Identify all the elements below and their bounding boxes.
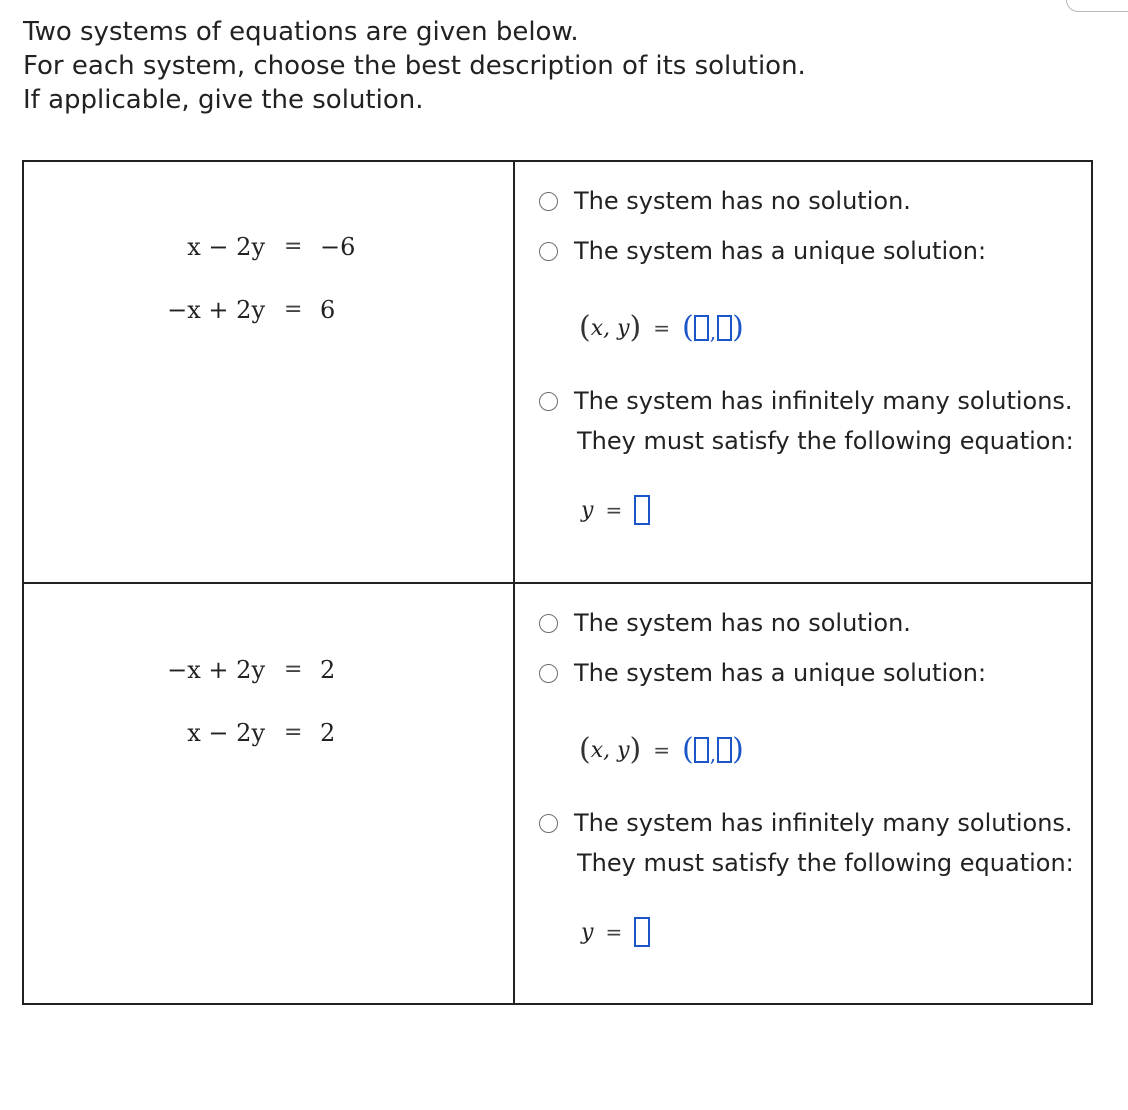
- system-2-option-unique[interactable]: [539, 658, 986, 688]
- equation-rhs: 2: [320, 656, 336, 684]
- radio-button[interactable]: [539, 814, 558, 833]
- option-label: The system has a unique solution:: [574, 237, 987, 265]
- close-paren: ): [629, 732, 642, 767]
- y-label: y: [581, 919, 594, 945]
- equation-equals: =: [284, 297, 303, 322]
- system-1-option-unique[interactable]: [539, 236, 986, 266]
- x-answer-box[interactable]: [694, 315, 709, 341]
- corner-widget: [1066, 0, 1128, 12]
- system-2-infinite-answer: [581, 912, 650, 952]
- y-answer-box[interactable]: [717, 737, 732, 763]
- system-2-equation-1: [24, 650, 513, 690]
- comma: ,: [709, 320, 717, 344]
- x-answer-box[interactable]: [694, 737, 709, 763]
- pair-equals: =: [653, 738, 671, 762]
- y-equation-answer-box[interactable]: [634, 495, 650, 525]
- system-1-unique-answer: [579, 308, 744, 348]
- option-label: The system has infinitely many solutions.: [574, 809, 1073, 837]
- y-equals: =: [605, 498, 623, 522]
- system-2-options: [515, 584, 1095, 1004]
- equation-rhs: 2: [320, 719, 336, 747]
- system-2-unique-answer: [579, 730, 744, 770]
- radio-button[interactable]: [539, 614, 558, 633]
- radio-button[interactable]: [539, 192, 558, 211]
- equation-lhs: −x + 2y: [167, 656, 265, 684]
- instruction-line-1: Two systems of equations are given below.: [23, 17, 579, 47]
- system-2-option-infinite[interactable]: [539, 808, 1073, 838]
- y-label: y: [581, 497, 594, 523]
- instruction-line-2: For each system, choose the best description of its solution.: [23, 51, 806, 81]
- system-2-option-no-solution[interactable]: [539, 608, 911, 638]
- systems-panel: [22, 160, 1093, 1005]
- y-equation-answer-box[interactable]: [634, 917, 650, 947]
- pair-equals: =: [653, 316, 671, 340]
- open-paren: (: [579, 732, 591, 767]
- system-1-equation-1: [24, 227, 513, 267]
- equation-rhs: 6: [320, 296, 336, 324]
- equation-lhs: x − 2y: [187, 719, 265, 747]
- option-label: The system has no solution.: [574, 187, 911, 215]
- y-equals: =: [605, 920, 623, 944]
- pair-label: x, y: [590, 315, 630, 341]
- radio-button[interactable]: [539, 664, 558, 683]
- option-label: The system has no solution.: [574, 609, 911, 637]
- open-paren: (: [579, 310, 591, 345]
- equation-lhs: −x + 2y: [167, 296, 265, 324]
- system-1-options: [515, 162, 1095, 582]
- equation-equals: =: [284, 720, 303, 745]
- system-2-equation-2: [24, 713, 513, 753]
- system-1-infinite-answer: [581, 490, 650, 530]
- open-paren: (: [682, 732, 694, 767]
- system-1-equation-2: [24, 290, 513, 330]
- open-paren: (: [682, 310, 694, 345]
- close-paren: ): [732, 310, 744, 345]
- equation-lhs: x − 2y: [187, 233, 265, 261]
- equation-equals: =: [284, 234, 303, 259]
- option-label: The system has a unique solution:: [574, 659, 987, 687]
- equation-rhs: −6: [320, 233, 356, 261]
- radio-button[interactable]: [539, 242, 558, 261]
- system-1-infinite-instruction: They must satisfy the following equation:: [577, 427, 1074, 455]
- comma: ,: [709, 742, 717, 766]
- y-answer-box[interactable]: [717, 315, 732, 341]
- option-label: The system has infinitely many solutions.: [574, 387, 1073, 415]
- close-paren: ): [629, 310, 642, 345]
- system-1-option-no-solution[interactable]: [539, 186, 911, 216]
- instructions: [23, 15, 806, 117]
- system-1-option-infinite[interactable]: [539, 386, 1073, 416]
- close-paren: ): [732, 732, 744, 767]
- system-2-infinite-instruction: They must satisfy the following equation:: [577, 849, 1074, 877]
- equation-equals: =: [284, 657, 303, 682]
- pair-label: x, y: [590, 737, 630, 763]
- system-2-equations: [24, 584, 513, 1004]
- system-1-equations: [24, 162, 513, 582]
- radio-button[interactable]: [539, 392, 558, 411]
- instruction-line-3: If applicable, give the solution.: [23, 85, 424, 115]
